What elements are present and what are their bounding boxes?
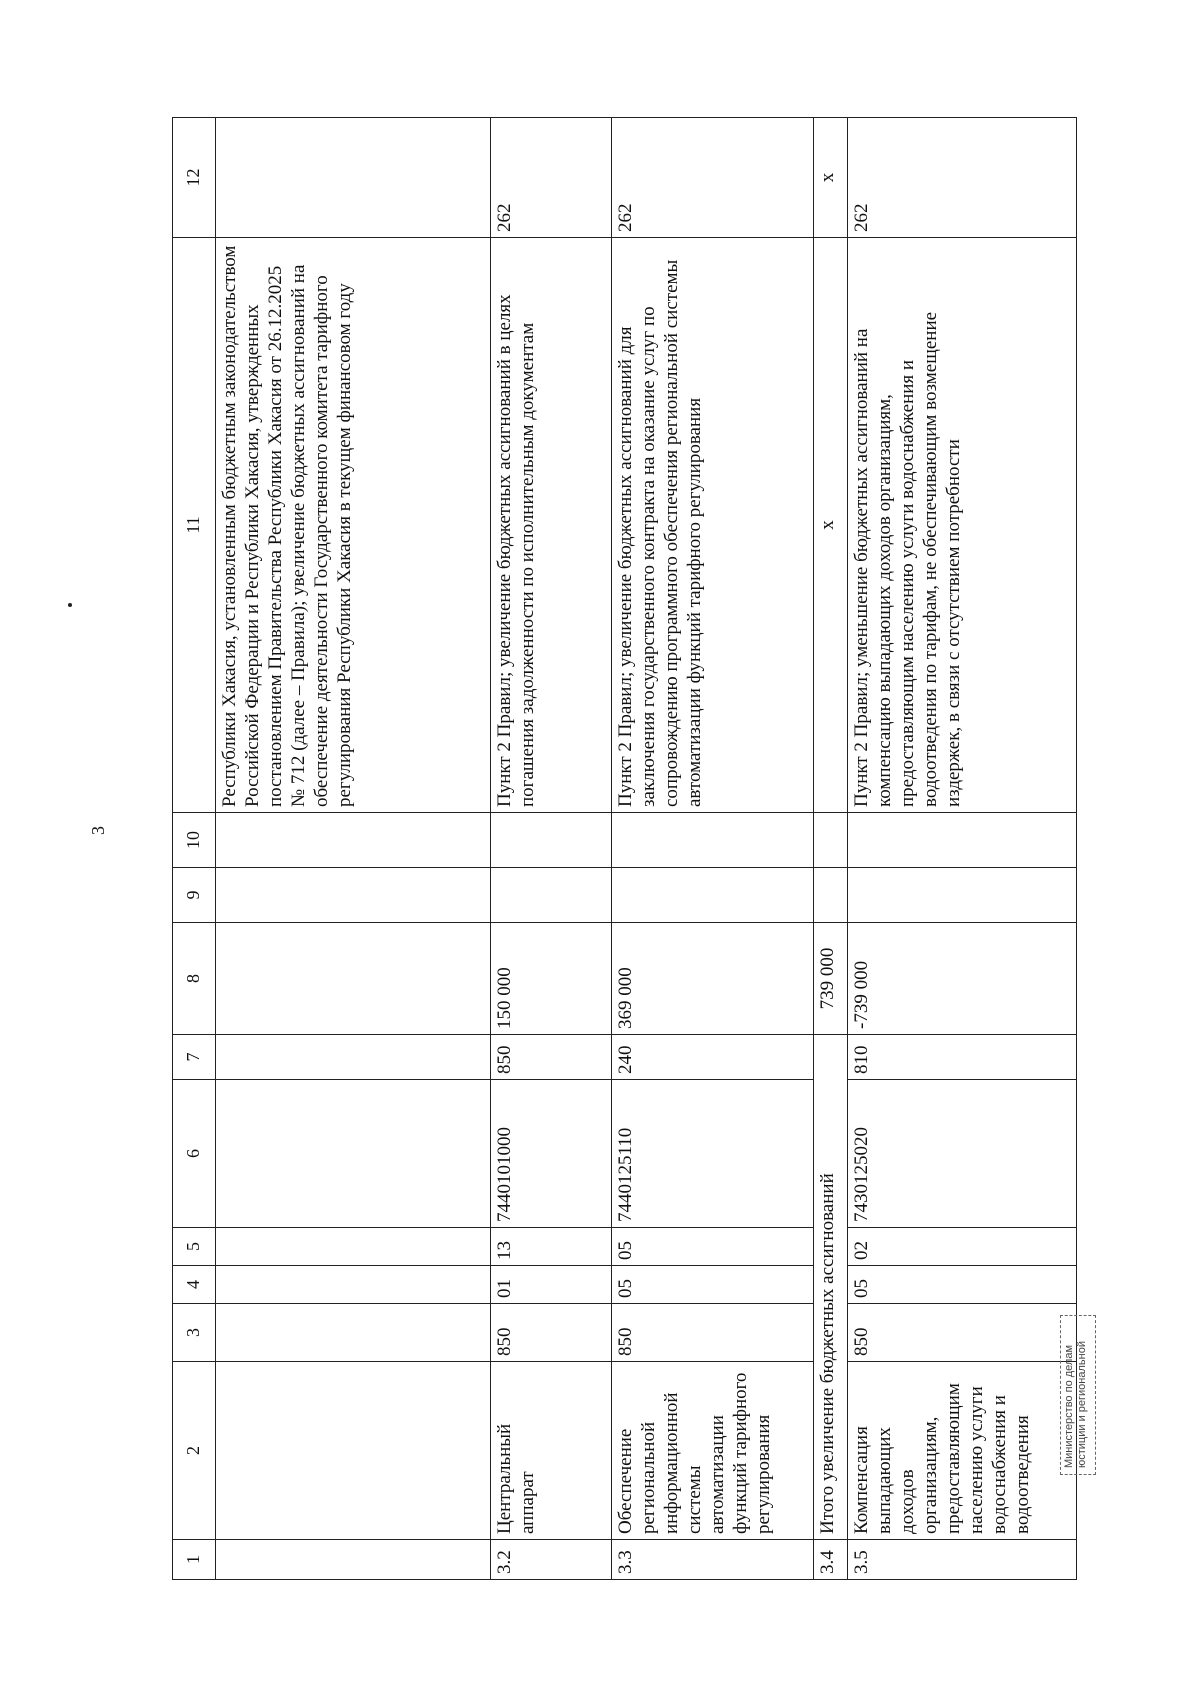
cell-section (215, 1266, 490, 1304)
col-header: 10 (173, 813, 216, 868)
cell-admin-code: 850 (612, 1304, 814, 1362)
col-header: 2 (173, 1362, 216, 1540)
table-row (490, 118, 611, 1580)
cell-basis: Пункт 2 Правил; уменьшение бюджетных ассигнований на компенсацию выпадающих доходов организациям, предоставляющим населению услуги водоснабжения и водоотведения по тарифам, не обеспечивающим возмещение издержек, в связи с отсутствием потребности (847, 238, 1076, 813)
cell-col10 (814, 813, 848, 868)
col-header: 6 (173, 1080, 216, 1228)
stamp-line: Министерство по делам (1063, 1344, 1075, 1468)
cell-number: 3.4 (814, 1540, 848, 1580)
cell-code: 262 (490, 118, 611, 238)
col-header: 8 (173, 923, 216, 1035)
total-label: Итого увеличение бюджетных ассигнований (814, 1035, 848, 1540)
cell-number: 3.2 (490, 1540, 611, 1580)
table-row (847, 118, 1076, 1580)
cell-section: 05 (612, 1266, 814, 1304)
cell-basis: Республики Хакасия, установленным бюджетным законодательством Российской Федерации и Республики Хакасия, утвержденных постановлением Правительства Республики Хакасия от 26.12.2025 № 712 (далее – Правила); увеличение бюджетных ассигнований на обеспечение деятельности Государственного комитета тарифного регулирования Республики Хакасия в текущем финансовом году (215, 238, 490, 813)
cell-admin-code: 850 (490, 1304, 611, 1362)
cell-number (215, 1540, 490, 1580)
col-header: 3 (173, 1304, 216, 1362)
cell-section: 01 (490, 1266, 611, 1304)
col-header: 7 (173, 1035, 216, 1080)
stamp-line: юстиции и региональной (1076, 1341, 1088, 1468)
cell-code: 262 (847, 118, 1076, 238)
cell-col9 (612, 868, 814, 923)
cell-col9 (490, 868, 611, 923)
cell-col9 (215, 868, 490, 923)
cell-col9 (847, 868, 1076, 923)
cell-subsection: 13 (490, 1228, 611, 1266)
cell-subsection (215, 1228, 490, 1266)
cell-col10 (847, 813, 1076, 868)
cell-basis: х (814, 238, 848, 813)
col-header: 12 (173, 118, 216, 238)
cell-col10 (215, 813, 490, 868)
cell-code (215, 118, 490, 238)
cell-col9 (814, 868, 848, 923)
col-header: 1 (173, 1540, 216, 1580)
cell-col10 (612, 813, 814, 868)
cell-basis: Пункт 2 Правил; увеличение бюджетных ассигнований в целях погашения задолженности по исполнительным документам (490, 238, 611, 813)
scan-speck (68, 603, 72, 607)
col-header: 5 (173, 1228, 216, 1266)
cell-code: 262 (612, 118, 814, 238)
cell-name: Центральный аппарат (490, 1362, 611, 1540)
total-row (814, 118, 848, 1580)
cell-subsection: 02 (847, 1228, 1076, 1266)
cell-amount: 739 000 (814, 923, 848, 1035)
ministry-stamp (1060, 1315, 1096, 1475)
cell-admin-code (215, 1304, 490, 1362)
cell-amount: 369 000 (612, 923, 814, 1035)
cell-name (215, 1362, 490, 1540)
page-number: 3 (88, 826, 108, 835)
cell-amount: 150 000 (490, 923, 611, 1035)
cell-target-article: 7440125110 (612, 1080, 814, 1228)
cell-expense-type: 810 (847, 1035, 1076, 1080)
table-row (612, 118, 814, 1580)
rotated-table-wrapper (172, 118, 1077, 1580)
col-header: 11 (173, 238, 216, 813)
cell-expense-type: 850 (490, 1035, 611, 1080)
cell-basis: Пункт 2 Правил; увеличение бюджетных ассигнований для заключения государственного контракта на оказание услуг по сопровождению программного обеспечения региональной системы автоматизации функций тарифного регулирования (612, 238, 814, 813)
col-header: 9 (173, 868, 216, 923)
cell-admin-code: 850 (847, 1304, 1076, 1362)
col-header: 4 (173, 1266, 216, 1304)
table-row (215, 118, 490, 1580)
cell-amount (215, 923, 490, 1035)
cell-target-article: 7430125020 (847, 1080, 1076, 1228)
cell-number: 3.5 (847, 1540, 1076, 1580)
cell-code: х (814, 118, 848, 238)
cell-col10 (490, 813, 611, 868)
cell-number: 3.3 (612, 1540, 814, 1580)
cell-target-article: 7440101000 (490, 1080, 611, 1228)
cell-expense-type (215, 1035, 490, 1080)
budget-table (172, 117, 1077, 1580)
header-row (173, 118, 216, 1580)
cell-name: Компенсация выпадающих доходов организациям, предоставляющим населению услуги водоснабжения и водоотведения (847, 1362, 1076, 1540)
cell-amount: -739 000 (847, 923, 1076, 1035)
cell-section: 05 (847, 1266, 1076, 1304)
cell-expense-type: 240 (612, 1035, 814, 1080)
cell-subsection: 05 (612, 1228, 814, 1266)
cell-name: Обеспечение региональной информационной системы автоматизации функций тарифного регулирования (612, 1362, 814, 1540)
cell-target-article (215, 1080, 490, 1228)
